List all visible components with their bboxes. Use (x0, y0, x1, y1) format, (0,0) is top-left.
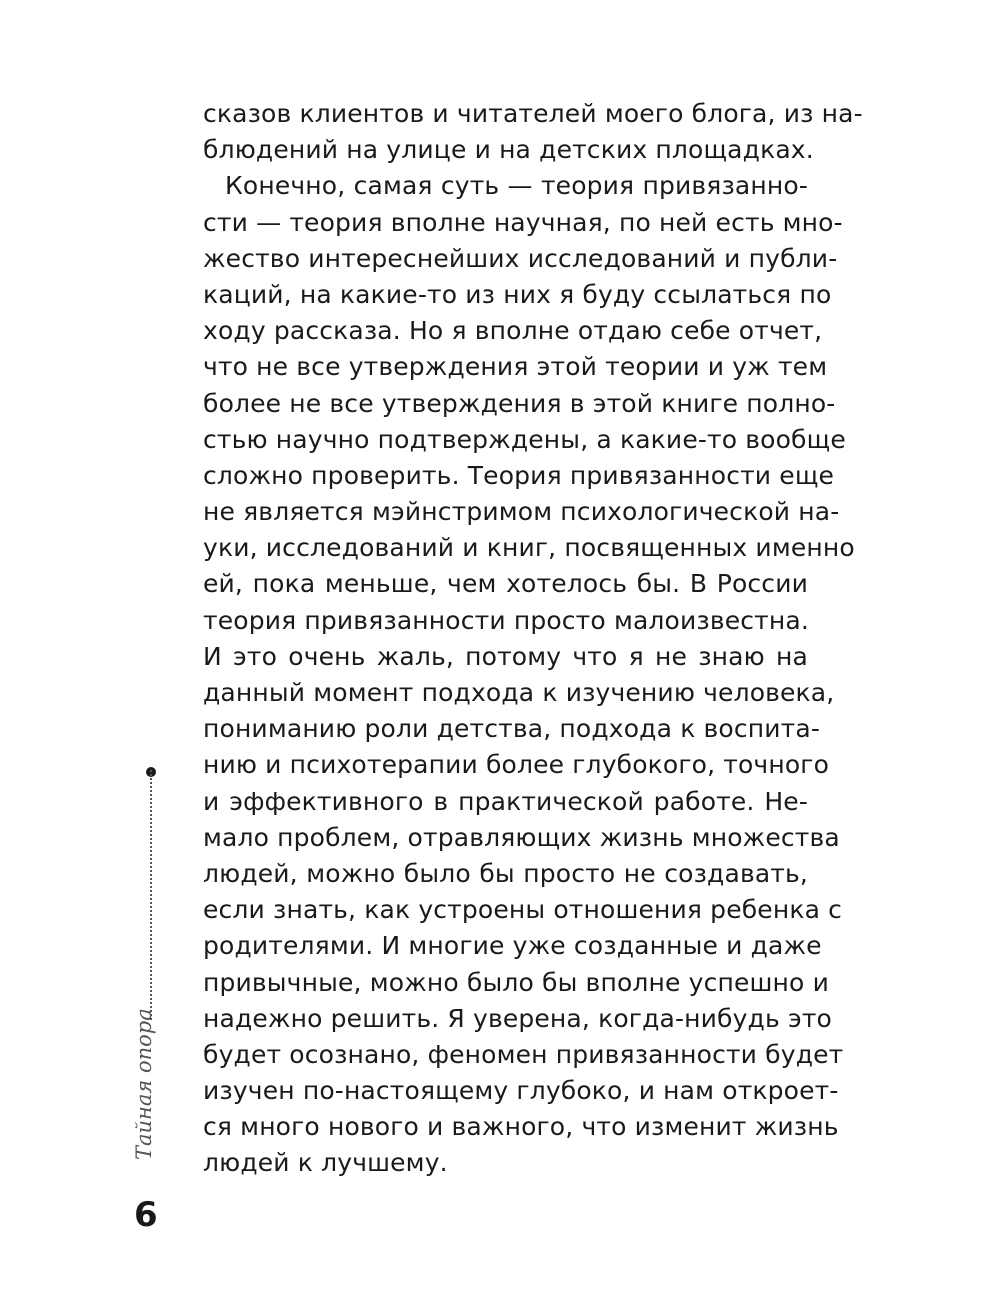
text-line: каций, на какие-то из них я буду ссылаться по (203, 279, 832, 309)
page-number: 6 (134, 1195, 158, 1235)
text-line: ходу рассказа. Но я вполне отдаю себе отчет, (203, 316, 823, 346)
text-line: блюдений на улице и на детских площадках. (203, 135, 814, 165)
text-line: теория привязанности просто малоизвестна. (203, 605, 809, 635)
text-line: мало проблем, отравляющих жизнь множества (203, 822, 840, 852)
running-title: Тайная опора (132, 1008, 156, 1160)
text-line: ей, пока меньше, чем хотелось бы. В России (203, 569, 808, 599)
text-line: И это очень жаль, потому что я не знаю на (203, 641, 808, 671)
text-line: родителями. И многие уже созданные и даже (203, 931, 822, 961)
text-line: будет осознано, феномен привязанности будет (203, 1039, 844, 1069)
text-line: людей к лучшему. (203, 1148, 448, 1178)
text-line: ся много нового и важного, что изменит жизнь (203, 1112, 839, 1142)
text-line: не является мэйнстримом психологической на- (203, 497, 840, 527)
body-text (203, 96, 863, 1182)
text-line: нию и психотерапии более глубокого, точного (203, 750, 830, 780)
text-line: и эффективного в практической работе. Не- (203, 786, 808, 816)
text-line: стью научно подтверждены, а какие-то вообще (203, 424, 846, 454)
margin-dotted-rule (150, 770, 152, 1020)
text-line: сказов клиентов и читателей моего блога, из на- (203, 99, 863, 128)
text-line: сложно проверить. Теория привязанности еще (203, 460, 835, 490)
text-line: если знать, как устроены отношения ребенка с (203, 895, 843, 925)
text-line: сти — теория вполне научная, по ней есть мно- (203, 207, 843, 237)
text-line: жество интереснейших исследований и публи- (203, 243, 838, 273)
paragraph-first-line: Конечно, самая суть — теория привязанно- (225, 171, 808, 201)
text-line: данный момент подхода к изучению человека, (203, 678, 835, 707)
text-line: надежно решить. Я уверена, когда-нибудь это (203, 1003, 832, 1033)
text-line: изучен по-настоящему глубоко, и нам откроет- (203, 1076, 839, 1106)
text-line: уки, исследований и книг, посвященных именно (203, 533, 855, 563)
text-line: более не все утверждения в этой книге полно- (203, 388, 836, 418)
text-line: что не все утверждения этой теории и уж тем (203, 352, 828, 382)
text-line: пониманию роли детства, подхода к воспита- (203, 714, 821, 744)
text-line: людей, можно было бы просто не создавать, (203, 858, 808, 888)
text-line: привычные, можно было бы вполне успешно и (203, 967, 829, 997)
